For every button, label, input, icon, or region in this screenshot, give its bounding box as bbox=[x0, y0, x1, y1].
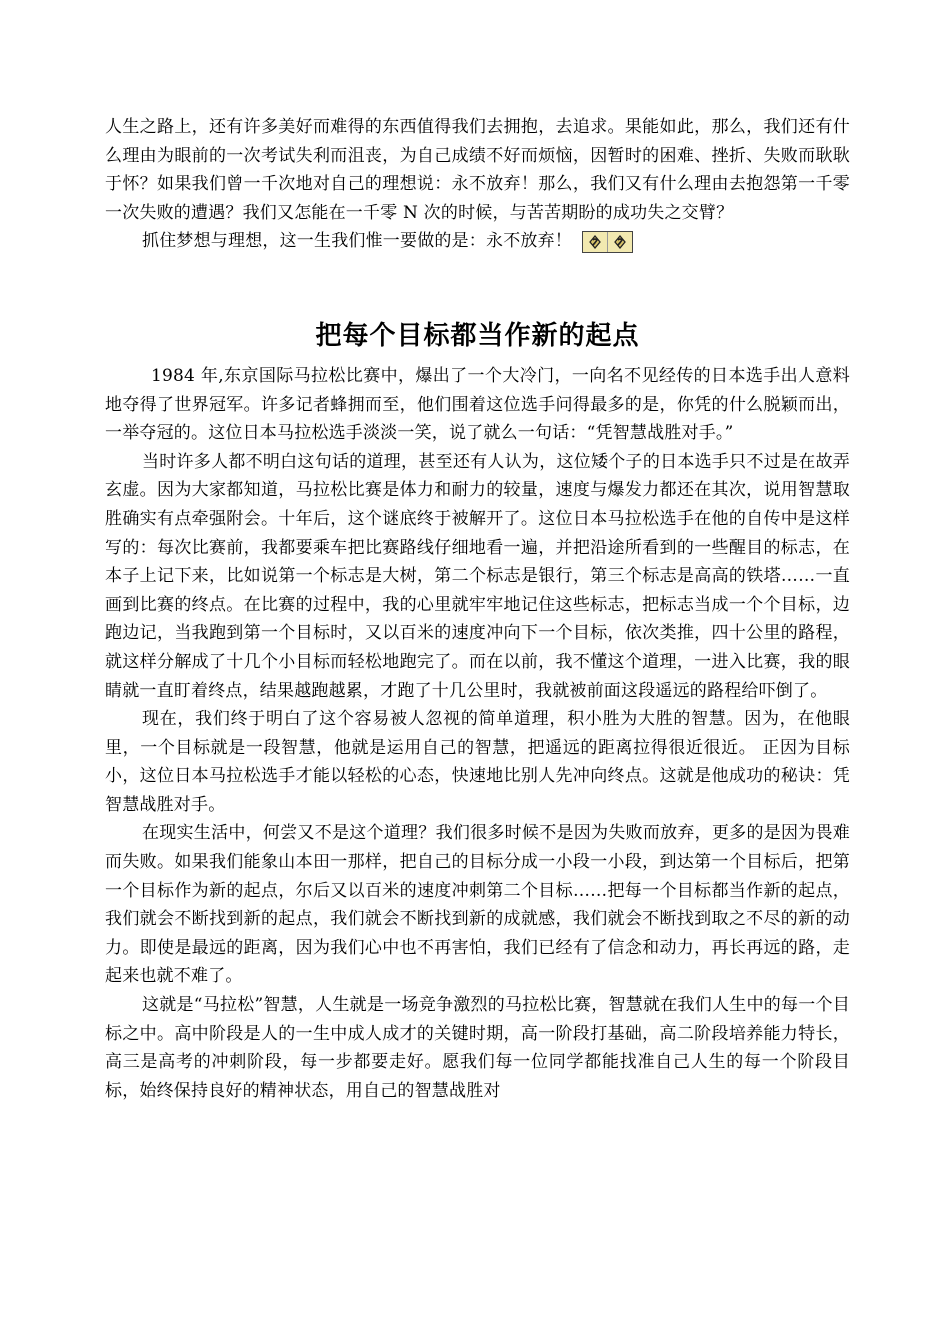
emoticon-group bbox=[582, 231, 633, 253]
article-title: 把每个目标都当作新的起点 bbox=[315, 320, 640, 351]
article-paragraph-3: 现在，我们终于明白了这个容易被人忽视的简单道理，积小胜为大胜的智慧。因为，在他眼里，一个目标就是一段智慧，他就是运用自己的智慧，把遥远的距离拉得很近很近。 正因为目标小，这位日本马拉松选手才能以轻松的心态，快速地比别人先冲向终点。这就是他成功的秘诀：凭智慧战胜对手。 bbox=[105, 709, 850, 815]
emoticon-icon bbox=[583, 232, 607, 252]
emoticon-icon bbox=[607, 232, 632, 252]
intro-paragraph-2 bbox=[105, 227, 850, 256]
intro-paragraph-2-text: 抓住梦想与理想，这一生我们惟一要做的是：永不放弃！ bbox=[142, 231, 572, 252]
article-paragraph-4: 在现实生活中，何尝又不是这个道理？我们很多时候不是因为失败而放弃，更多的是因为畏难而失败。如果我们能象山本田一那样，把自己的目标分成一小段一小段，到达第一个目标后，把第一个目标作为新的起点，尔后又以百米的速度冲刺第二个目标……把每一个目标都当作新的起点，我们就会不断找到新的起点，我们就会不断找到新的成就感，我们就会不断找到取之不尽的新的动力。即使是最远的距离，因为我们心中也不再害怕，我们已经有了信念和动力，再长再远的路，走起来也就不难了。 bbox=[105, 823, 850, 987]
document-page bbox=[105, 113, 850, 1105]
article-paragraph-2: 当时许多人都不明白这句话的道理，甚至还有人认为，这位矮个子的日本选手只不过是在故弄玄虚。因为大家都知道，马拉松比赛是体力和耐力的较量，速度与爆发力都还在其次，说用智慧取胜确实有点牵强附会。十年后，这个谜底终于被解开了。这位日本马拉松选手在他的自传中是这样写的：每次比赛前，我都要乘车把比赛路线仔细地看一遍，并把沿途所看到的一些醒目的标志，在本子上记下来，比如说第一个标志是大树，第二个标志是银行，第三个标志是高高的铁塔……一直画到比赛的终点。在比赛的过程中，我的心里就牢牢地记住这些标志，把标志当成一个个目标，边跑边记，当我跑到第一个目标时，又以百米的速度冲向下一个目标，依次类推，四十公里的路程，就这样分解成了十几个小目标而轻松地跑完了。而在以前，我不懂这个道理，一进入比赛，我的眼睛就一直盯着终点，结果越跑越累，才跑了十几公里时，我就被前面这段遥远的路程给吓倒了。 bbox=[105, 451, 850, 701]
intro-paragraph-1: 人生之路上，还有许多美好而难得的东西值得我们去拥抱，去追求。果能如此，那么，我们还有什么理由为眼前的一次考试失利而沮丧，为自己成绩不好而烦恼，因暂时的困难、挫折、失败而耿耿于怀？如果我们曾一千次地对自己的理想说：永不放弃！那么，我们又有什么理由去抱怨第一千零一次失败的遭遇？我们又怎能在一千零 N 次的时候，与苦苦期盼的成功失之交臂？ bbox=[105, 117, 850, 223]
article-paragraph-5: 这就是“马拉松”智慧，人生就是一场竞争激烈的马拉松比赛，智慧就在我们人生中的每一个目标之中。高中阶段是人的一生中成人成才的关键时期，高一阶段打基础，高二阶段培养能力特长，高三是高考的冲刺阶段，每一步都要走好。愿我们每一位同学都能找准自己人生的每一个阶段目标，始终保持良好的精神状态，用自己的智慧战胜对 bbox=[105, 995, 850, 1101]
article-paragraph-1: 1984 年,东京国际马拉松比赛中，爆出了一个大冷门，一向名不见经传的日本选手出人意料地夺得了世界冠军。许多记者蜂拥而至，他们围着这位选手问得最多的是，你凭的什么脱颖而出，一举夺冠的。这位日本马拉松选手淡淡一笑，说了就么一句话：“凭智慧战胜对手。” bbox=[105, 365, 850, 444]
